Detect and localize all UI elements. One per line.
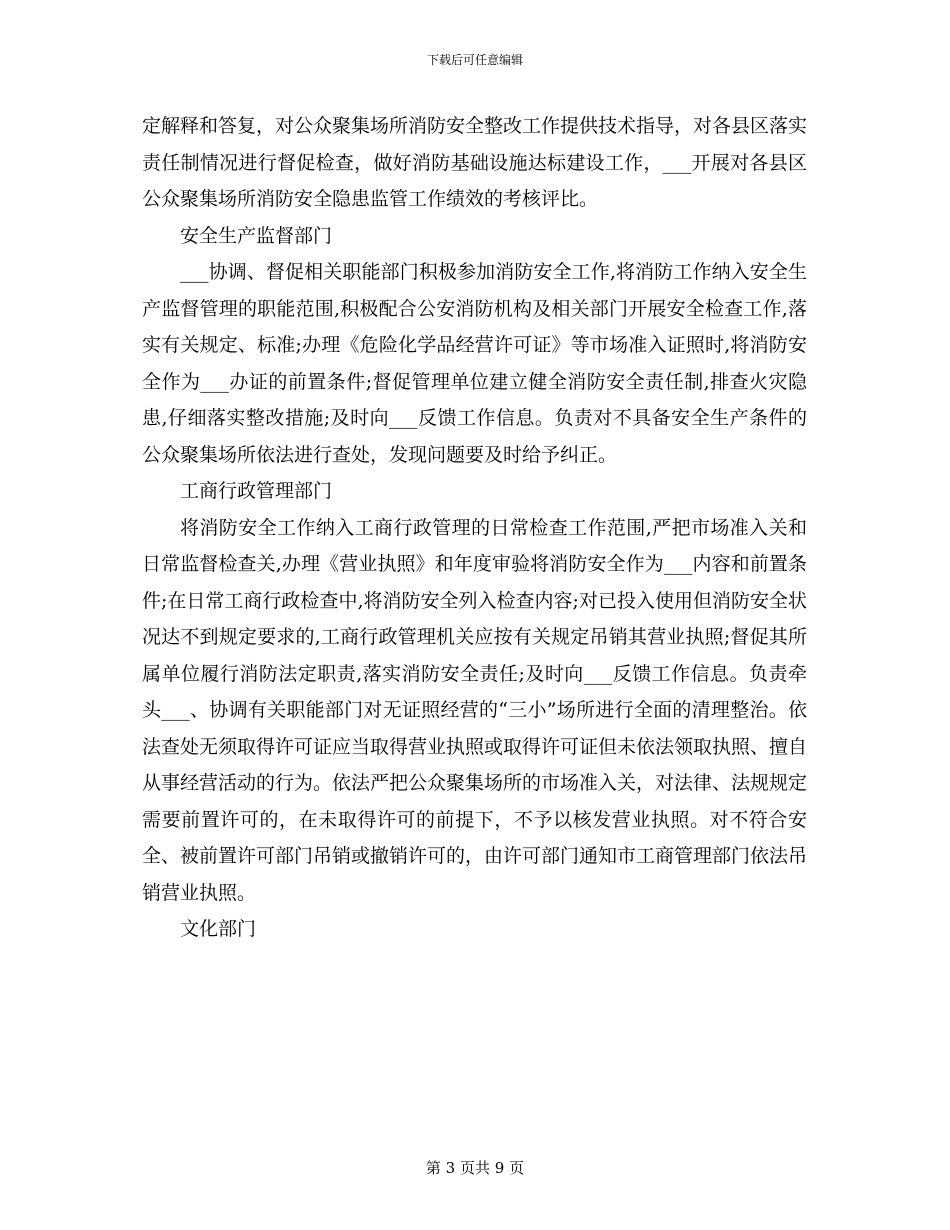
paragraph-safety-supervision: ___协调、督促相关职能部门积极参加消防安全工作,将消防工作纳入安全生产监督管理的职能范围,积极配合公安消防机构及相关部门开展安全检查工作,落实有关规定、标准;办理《危险化学品经营许可证》等市场准入证照时,将消防安全作为___办证的前置条件;督促管理单位建立健全消防安全责任制,排查火灾隐患,仔细落实整改措施;及时向___反馈工作信息。负责对不具备安全生产条件的公众聚集场所依法进行查处，发现问题要及时给予纠正。 [142,261,807,466]
paragraph-continuation: 定解释和答复，对公众聚集场所消防安全整改工作提供技术指导，对各县区落实责任制情况进行督促检查，做好消防基础设施达标建设工作，___开展对各县区公众聚集场所消防安全隐患监管工作绩效的考核评比。 [142,115,808,210]
document-body [142,108,807,948]
page-header: 下载后可任意编辑 [426,53,523,67]
section-heading-culture: 文化部门 [180,918,257,940]
section-heading-safety-supervision: 安全生产监督部门 [180,224,333,247]
page-footer: 第 3 页共 9 页 [425,1159,525,1177]
section-heading-industry-commerce: 工商行政管理部门 [180,480,333,502]
paragraph-industry-commerce: 将消防安全工作纳入工商行政管理的日常检查工作范围,严把市场准入关和日常监督检查关,办理《营业执照》和年度审验将消防安全作为___内容和前置条件;在日常工商行政检查中,将消防安全列入检查内容;对已投入使用但消防安全状况达不到规定要求的,工商行政管理机关应按有关规定吊销其营业执照;督促其所属单位履行消防法定职责,落实消防安全责任;及时向___反馈工作信息。负责牵头___、协调有关职能部门对无证照经营的“三小”场所进行全面的清理整治。依法查处无须取得许可证应当取得营业执照或取得许可证但未依法领取执照、擅自从事经营活动的行为。依法严把公众聚集场所的市场准入关，对法律、法规规定需要前置许可的，在未取得许可的前提下，不予以核发营业执照。对不符合安全、被前置许可部门吊销或撤销许可的，由许可部门通知市工商管理部门依法吊销营业执照。 [142,516,808,904]
